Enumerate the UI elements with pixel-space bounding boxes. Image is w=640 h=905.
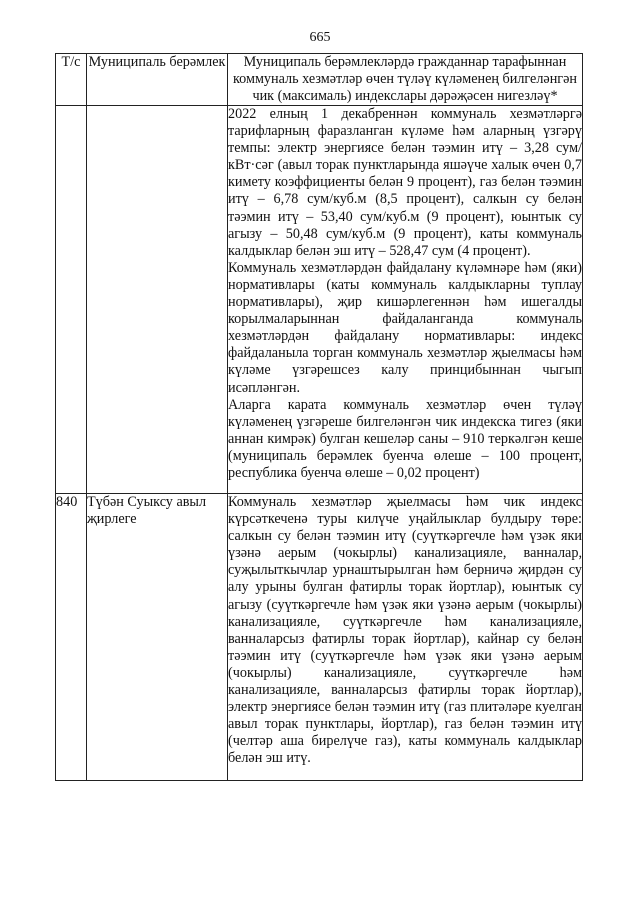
table-header-row	[56, 54, 583, 106]
table-row	[56, 106, 583, 494]
paragraph: Коммуналь хезмәтләр җыелмасы һәм чик индекс күрсәткеченә туры килүче уңайлыклар булдыру төре: салкын су белән тәэмин итү (суүткәргечле һәм үзәк яки үзәнә аерым (чокырлы) канализацияле, ванналар, суҗылыткычлар урнаштырылган һәм берничә җирдән су алу урыны булган фатирлы торак йортлар), юынтык су агызу (суүткәргечле һәм үзәк яки үзәнә аерым (чокырлы) канализацияле, суүткәргечле һәм канализацияле, ванналарсыз фатирлы торак йортлар), кайнар су белән тәэмин итү (суүткәргечле һәм үзәк яки үзәнә аерым (чокырлы) канализацияле, суүткәргечле һәм канализацияле, ванналарсыз фатирлы торак йортлар), электр энергиясе белән тәэмин итү (газ плитәләре куелган авыл торак пунктлары, йортлар), газ белән тәэмин итү (челтәр аша бирелүче газ), каты коммуналь калдыклар белән эш итү.	[228, 494, 582, 767]
paragraph: Коммуналь хезмәтләрдән файдалану күләмнәре һәм (яки) нормативлары (каты коммуналь калдыкларны туплау нормативлары), җир кишәрлегеннән һәм ишегалды корылмаларыннан файдаланганда коммуналь хезмәтләрдән файдалану нормативлары: индекс файдаланыла торган коммуналь хезмәтләр җыелмасы һәм күләме үзгәрешсез калу принцибыннан чыгып исәпләнгән.	[228, 259, 582, 396]
row-number	[56, 106, 87, 494]
header-number: Т/с	[56, 54, 87, 106]
paragraph: Аларга карата коммуналь хезмәтләр өчен түләү күләменең үзгәреше билгеләнгән чик индекска тигез (яки аннан кимрәк) булган кешеләр саны – 910 теркәлгән кеше (муниципаль берәмлек буенча өлеше – 100 процент, республика буенча өлеше – 0,02 процент)	[228, 396, 582, 481]
indices-table	[55, 53, 583, 781]
paragraph: 2022 елның 1 декабреннән коммуналь хезмәтләргә тарифларның фаразланган күләме һәм аларның үзгәрү темпы: электр энергиясе белән тәэмин итү – 3,28 сум/кВт·сәг (авыл торак пунктларында яшәүче халык өчен 0,7 кимету коэффициенты белән 9 процент), газ белән тәэмин итү – 6,78 сум/куб.м (8,5 процент), салкын су белән тәэмин итү – 53,40 сум/куб.м (9 процент), юынтык су агызу – 50,48 сум/куб.м (9 процент), каты коммуналь калдыклар белән эш итү – 528,47 сум (4 процент).	[228, 106, 582, 259]
row-description	[228, 106, 583, 494]
row-municipality: Түбән Суыксу авыл җирлеге	[87, 494, 228, 781]
row-municipality	[87, 106, 228, 494]
table-row	[56, 494, 583, 781]
page-number: 665	[309, 30, 331, 45]
row-description	[228, 494, 583, 781]
row-number: 840	[56, 494, 87, 781]
header-municipality: Муниципаль берәмлек	[87, 54, 228, 106]
header-indices: Муниципаль берәмлекләрдә гражданнар тарафыннан коммуналь хезмәтләр өчен түләү күләменең билгеләнгән чик (максималь) индекслары дәрәҗәсен нигезләү*	[228, 54, 583, 106]
